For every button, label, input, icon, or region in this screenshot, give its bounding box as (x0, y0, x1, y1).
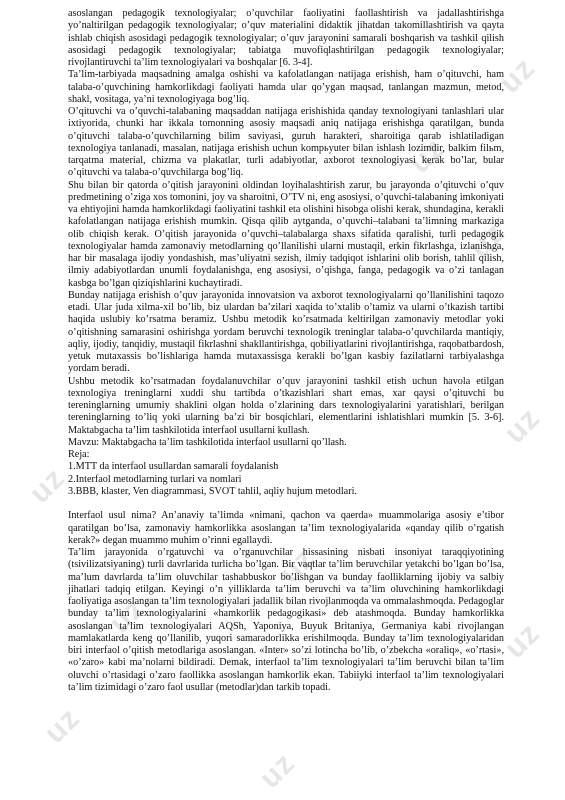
paragraph: Ta’lim jarayonida o’rgatuvchi va o’rganuvchilar hissasining nisbati insoniyat taraqqiyotining (tsivilizatsiyaning) turli davrlarida turlicha bo’lgan. Bir vaqtlar ta’lim beruvchilar yetakchi bo’lgan bo’lsa, ma’lum davrlarda ta’lim oluvchilar tashabbuskor bo’lishgan va bunday faolliklarning ijobiy va salbiy jihatlari tadqiq etilgan. Keyingi o’n yilliklarda ta’lim beruvchi va ta’lim oluvchining hamkorlikdagi faoliyatiga asoslangan ta’lim texnologiyalari jadallik bilan rivojlanmoqda va ommalashmoqda. Pedagoglar bunday ta’lim texnologiyalarini «hamkorlik pedagogikasi» deb atashmoqda. Bunday hamkorlikka asoslangan ta’lim texnologiyalari AQSh, Yaponiya, Buyuk Britaniya, Germaniya kabi rivojlangan mamlakatlarda keng qo’llanilib, yuqori samaradorlikka erishilmoqda. Bunday ta’lim texnologiyalaridan biri interfaol o’qitish metodlariga asoslangan. «Inter» so’zi lotincha bo’lib, o’zbekcha «oraliq», «o’rtasi», «o’zaro» kabi ma’nolarni bildiradi. Demak, interfaol ta’lim texnologiyalari ta’lim beruvchi bilan ta’lim oluvchi o’rtasidagi o’zaro faollikka asoslangan hamkorlik ekan. Tabiiyki interfaol ta’lim texnologiyalari ta’lim tizimidagi o’zaro faol usullar (metodlar)dan tarkib topadi. (68, 547, 504, 693)
paragraph: Bunday natijaga erishish o’quv jarayonida innovatsion va axborot texnologiyalarni qo’llanilishini taqozo etadi. Ular juda xilma-xil bo’lib, biz ulardan ba’zilari xaqida to’xtalib o’tamiz va ularni o’tkazish tartibi haqida uslubiy ko’rsatma beramiz. Ushbu metodik ko’rsatmada keltirilgan zamonaviy metodlar yoki o’qitishning samarasini oshirishga yordam beruvchi texnologik treninglar talaba-o’quvchilarda mantiqiy, aqliy, ijodiy, tanqidiy, mustaqil fikrlashni shakllantirishga, qobiliyatlarini rivojlantirishga, raqobatbardosh, yetuk mutaxassis bo’lishlariga hamda mutaxassisga kerakli bo’lgan kasbiy fazilatlarni tarbiyalashga yordam beradi. (68, 289, 504, 375)
plan-heading: Reja: (68, 449, 90, 460)
blank-line (68, 498, 504, 510)
plan-item: 1.MTT da interfaol usullardan samarali foydalanish (68, 461, 279, 473)
paragraph: Interfaol usul nima? An’anaviy ta’limda «nimani, qachon va qaerda» muammolariga asosiy e’tibor qaratilgan bo’lsa, zamonaviy hamkorlikka asoslangan ta’lim texnologiyalarida «qanday qilib o’rgatish kerak?» degan muammo muhim o’rinni egallaydi. (68, 510, 504, 546)
watermark: uz (498, 616, 547, 665)
watermark: uz (463, 216, 512, 265)
watermark: uz (23, 461, 72, 510)
topic-heading: Mavzu: Maktabgacha ta’lim tashkilotida interfaol usullarni qo’llash. (68, 436, 347, 448)
document-body (68, 8, 512, 694)
watermark: uz (493, 51, 542, 100)
watermark: uz (498, 401, 547, 450)
paragraph: Ta’lim-tarbiyada maqsadning amalga oshishi va kafolatlangan natijaga erishish, ham o’qituvchi, ham talaba-o’quvchining hamkorlikdagi faoliyati hamda ular qo’ygan maqsad, tanlangan mazmun, metod, shakl, vositaga, ya’ni texnologiyaga bog’liq. (68, 69, 504, 105)
watermark: uz (38, 701, 87, 750)
paragraph: asoslangan pedagogik texnologiyalar; o’quvchilar faoliyatini faollashtirish va jadallashtirishga yo’naltirilgan pedagogik texnologiyalar; o’quv materialini didaktik jihatdan takomillashtirish va qayta ishlab chiqish asosidagi pedagogik texnologiyalar; o’quv jarayonini samarali boshqarish va tashkil qilish asosidagi pedagogik texnologiyalar; tabiatga muvofiqlashtirilgan pedagogik texnologiyalar; rivojlantiruvchi ta’lim texnologiyalari va boshqalar [6. 3-4]. (68, 8, 504, 68)
paragraph: Ushbu metodik ko’rsatmadan foydalanuvchilar o’quv jarayonini tashkil etish uchun havola etilgan texnologiya treninglarni xuddi shu tartibda o’tkazishlari shart emas, xar qaysi o’qituvchi bu tereninglarning umumiy shaklini olgan holda o’zlarining dars texnologiyalarini yaratishlari, berilgan tereninglarning to’liq yoki ularning ba’zi bir bosqichlari, elementlarini ishlatishlari mumkin [5. 3-6]. Maktabgacha ta’lim tashkilotida interfaol usullarni kullash. (68, 375, 504, 436)
watermark: uz (273, 541, 322, 590)
plan-item: 2.Interfaol metodlarning turlari va nomlari (68, 473, 242, 485)
watermark: uz (253, 746, 302, 795)
paragraph: Shu bilan bir qatorda o’qitish jarayonini oldindan loyihalashtirish zarur, bu jarayonda o’qituvchi o’quv predmetining o’ziga xos tomonini, joy va sharoitni, O’TV ni, eng asosiysi, o’quvchi-talabaning imkoniyati va ehtiyojini hamda hamkorlikdagi faoliyatini tashkil eta olishini hisobga olishi kerak, shundagina, keraklі kafolatlangan natijaga erishish mumkin. Qisqa qilib aytganda, o’quvchi–talabani ta’limning markaziga olib chiqish kerak. O’qitish jarayonida o’quvchi–talabalarga shaxs sifatida qaralishi, turli pedagogik texnologiyalar hamda zamonaviy metodlarning qo’llanilishi ularni mustaqil, erkin fikrlashga, izlanishga, har bir masalaga ijodiy yondashish, mas’uliyatni sezish, ilmiy tadqiqot ishlarini olib borish, tahlil qilish, ilmiy adabiyotlardan unumli foydalanishga, eng asosiysi, o’qishga, fanga, pedagogik va o’zi tanlagan kasbga bo’lgan qiziqishlarini kuchaytiradi. (68, 179, 504, 289)
plan-item: 3.BBB, klaster, Ven diagrammasi, SVOT tahlil, aqliy hujum metodlari. (68, 485, 357, 497)
watermark: uz (103, 591, 152, 640)
watermark: uz (403, 131, 452, 180)
paragraph: O’qituvchi va o’quvchi-talabaning maqsaddan natijaga erishishida qanday texnologiyani tanlashlari ular ixtiyorida, chunki har ikkala tomonning asosiy maqsadi aniq natijaga erishishga qaratilgan, bunda o’qituvchi talaba-o’quvchilarning bilim saviyasi, guruh harakteri, sharoitiga qarab ishlatiladigan texnologiya tanlanadi, masalan, natijaga erishish uchun kompьyuter bilan ishlash lozimdir, balkim filьm, tarqatma material, chizma va plakatlar, turli adabiyotlar, axborot texnologiyasi kerak bo’lar, bular o’qituvchi va talaba-o’quvchilarga bog’liq. (68, 106, 504, 179)
